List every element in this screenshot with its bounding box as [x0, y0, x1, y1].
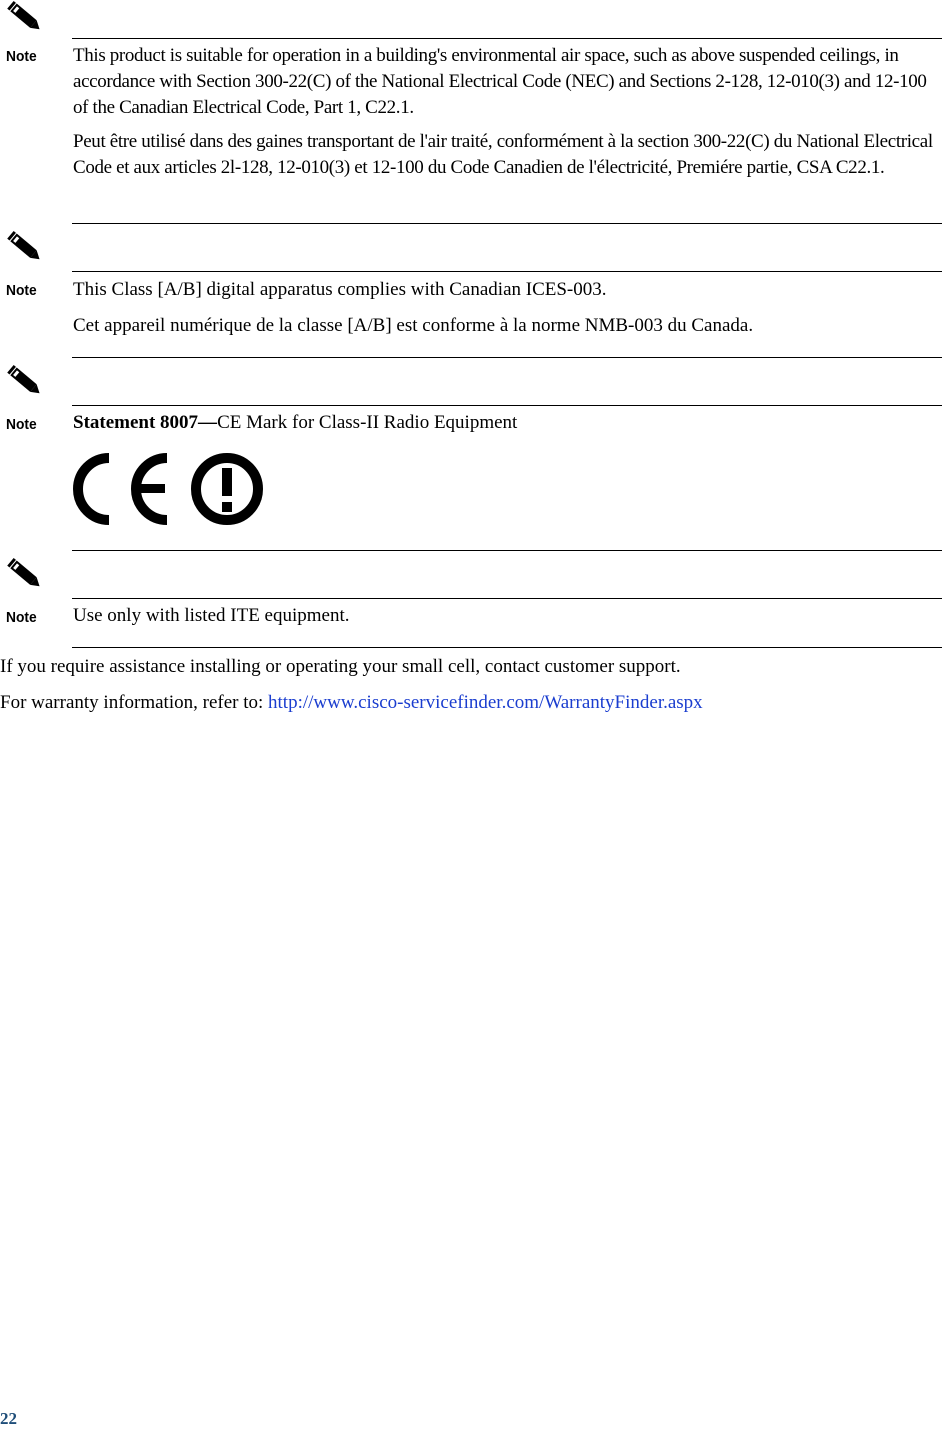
pencil-icon	[4, 0, 46, 34]
note-label: Note	[6, 48, 37, 65]
note-top-rule	[72, 405, 942, 406]
note-bottom-rule	[72, 647, 942, 648]
note-paragraph-fr: Cet appareil numérique de la classe [A/B] est conforme à la norme NMB-003 du Canada.	[73, 315, 754, 336]
note-body	[73, 603, 942, 629]
note-label: Note	[6, 609, 37, 626]
statement-title: CE Mark for Class-II Radio Equipment	[217, 412, 518, 433]
note-paragraph-en: This Class [A/B] digital apparatus complies with Canadian ICES-003.	[73, 279, 607, 300]
pencil-icon	[4, 557, 46, 591]
support-paragraph: If you require assistance installing or operating your small cell, contact customer support.	[0, 656, 681, 677]
note-paragraph-en: Use only with listed ITE equipment.	[73, 605, 350, 626]
note-bottom-rule	[72, 357, 942, 358]
warranty-paragraph	[0, 690, 703, 716]
note-bottom-rule	[72, 550, 942, 551]
note-paragraph-fr: Peut être utilisé dans des gaines transportant de l'air traité, conformément à la section 300-22(C) du National Electrical Code et aux articles 2l-128, 12-010(3) et 12-100 du Code Canadien de l'électricité, Premiére partie, CSA C22.1.	[73, 131, 933, 178]
warranty-prefix: For warranty information, refer to:	[0, 692, 269, 713]
note-body	[73, 410, 942, 436]
pencil-icon	[4, 230, 46, 264]
note-bottom-rule	[72, 223, 942, 224]
note-body	[73, 43, 942, 181]
statement-line	[73, 410, 942, 436]
statement-number: Statement 8007—	[73, 412, 218, 433]
note-body	[73, 277, 942, 339]
pencil-icon	[4, 364, 46, 398]
note-top-rule	[72, 38, 942, 39]
ce-alert-mark-icon	[72, 450, 266, 528]
note-label: Note	[6, 282, 37, 299]
note-label: Note	[6, 416, 37, 433]
note-top-rule	[72, 598, 942, 599]
note-top-rule	[72, 271, 942, 272]
note-paragraph-en: This product is suitable for operation in a building's environmental air space, such as above suspended ceilings, in accordance with Section 300-22(C) of the National Electrical Code (NEC) and Sections 2-128, 12-010(3) and 12-100 of the Canadian Electrical Code, Part 1, C22.1.	[73, 45, 927, 118]
page-number: 22	[0, 1409, 17, 1428]
warranty-link[interactable]: http://www.cisco-servicefinder.com/WarrantyFinder.aspx	[268, 692, 703, 713]
